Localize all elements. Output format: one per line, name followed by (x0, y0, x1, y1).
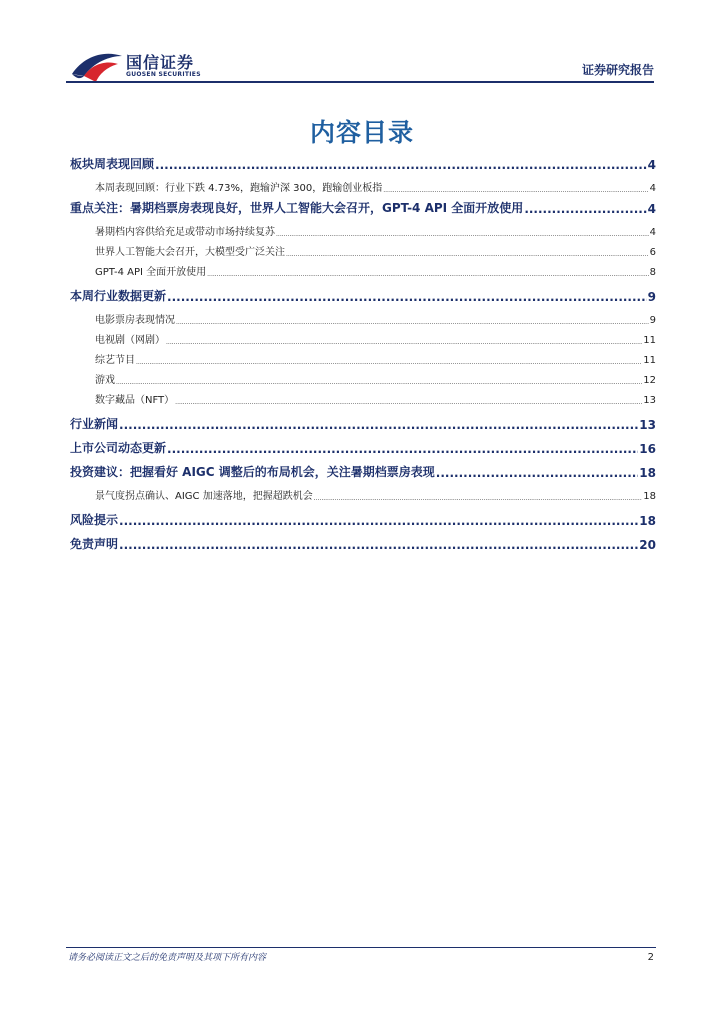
toc-entry-page: 12 (643, 375, 656, 386)
toc-entry-page: 13 (643, 395, 656, 406)
toc-entry-level2[interactable] (70, 330, 656, 346)
toc-entry-title: 电视剧（网剧） (95, 335, 165, 346)
toc-dot-leader (167, 290, 647, 304)
toc-entry-level1[interactable] (70, 414, 656, 432)
toc-dot-leader (524, 202, 646, 216)
guosen-logo (70, 50, 220, 90)
toc-dot-leader (167, 442, 638, 456)
toc-entry-title: 本周表现回顾：行业下跌 4.73%，跑输沪深 300，跑输创业板指 (95, 183, 383, 194)
guosen-logo-icon (70, 50, 124, 84)
toc-entry-title: 上市公司动态更新 (70, 441, 167, 455)
toc-entry-level1[interactable] (70, 438, 656, 456)
toc-dot-leader (436, 466, 639, 480)
page-title: 内容目录 (309, 118, 414, 147)
toc-entry-page: 18 (643, 491, 656, 502)
toc-entry-level2[interactable] (70, 370, 656, 386)
toc-dot-leader (286, 251, 649, 258)
toc-entry-level1[interactable] (70, 154, 656, 172)
header-divider (66, 81, 654, 83)
toc-entry-title: GPT-4 API 全面开放使用 (95, 267, 207, 278)
toc-entry-page: 11 (643, 335, 656, 346)
toc-entry-level2[interactable] (70, 178, 656, 194)
toc-dot-leader (166, 339, 642, 346)
toc-dot-leader (276, 231, 649, 238)
toc-entry-level2[interactable] (70, 310, 656, 326)
toc-entry-title: 板块周表现回顾 (70, 157, 155, 171)
toc-entry-page: 9 (649, 315, 656, 326)
toc-dot-leader (314, 495, 643, 502)
toc-entry-title: 世界人工智能大会召开，大模型受广泛关注 (95, 247, 285, 258)
toc-dot-leader (119, 538, 638, 552)
toc-entry-level2[interactable] (70, 222, 656, 238)
toc-entry-title: 景气度拐点确认、AIGC 加速落地，把握超跌机会 (95, 491, 313, 502)
toc-entry-level1[interactable] (70, 198, 656, 216)
toc-entry-level2[interactable] (70, 262, 656, 278)
report-type-label: 证券研究报告 (581, 63, 654, 77)
toc-entry-page: 13 (639, 418, 656, 432)
toc-entry-level1[interactable] (70, 534, 656, 552)
toc-entry-title: 风险提示 (70, 513, 119, 527)
toc-entry-page: 18 (639, 466, 656, 480)
toc-entry-page: 18 (639, 514, 656, 528)
toc-entry-title: 投资建议：把握看好 AIGC 调整后的布局机会，关注暑期档票房表现 (70, 465, 435, 479)
toc-entry-page: 4 (649, 227, 656, 238)
footer-disclaimer-note: 请务必阅读正文之后的免责声明及其项下所有内容 (68, 953, 267, 963)
toc-entry-page: 4 (649, 183, 656, 194)
toc-entry-page: 20 (639, 538, 656, 552)
toc-entry-title: 综艺节目 (95, 355, 135, 366)
toc-entry-page: 16 (639, 442, 656, 456)
footer-divider (66, 947, 656, 948)
toc-entry-page: 9 (647, 290, 656, 304)
toc-dot-leader (207, 271, 649, 278)
toc-entry-page: 11 (643, 355, 656, 366)
toc-entry-title: 免责声明 (70, 537, 119, 551)
toc-entry-title: 电影票房表现情况 (95, 315, 175, 326)
toc-entry-level2[interactable] (70, 486, 656, 502)
toc-entry-title: 暑期档内容供给充足或带动市场持续复苏 (95, 227, 275, 238)
logo-english-name: GUOSEN SECURITIES (126, 71, 201, 78)
page-header (0, 0, 724, 90)
toc-entry-title: 重点关注：暑期档票房表现良好，世界人工智能大会召开，GPT-4 API 全面开放使用 (70, 201, 524, 215)
toc-entry-page: 4 (647, 202, 656, 216)
toc-entry-page: 6 (649, 247, 656, 258)
toc-entry-level2[interactable] (70, 350, 656, 366)
toc-entry-level1[interactable] (70, 462, 656, 480)
toc-dot-leader (175, 399, 642, 406)
toc-dot-leader (136, 359, 642, 366)
logo-chinese-name: 国信证券 (126, 53, 195, 72)
toc-dot-leader (119, 514, 638, 528)
toc-entry-level1[interactable] (70, 286, 656, 304)
toc-dot-leader (119, 418, 638, 432)
toc-entry-page: 4 (647, 158, 656, 172)
toc-entry-title: 游戏 (95, 375, 115, 386)
toc-entry-title: 行业新闻 (70, 417, 119, 431)
toc-entry-level1[interactable] (70, 510, 656, 528)
toc-entry-title: 本周行业数据更新 (70, 289, 167, 303)
toc-dot-leader (176, 319, 649, 326)
toc-entry-page: 8 (649, 267, 656, 278)
toc-entry-title: 数字藏品（NFT） (95, 395, 175, 406)
toc-dot-leader (155, 158, 647, 172)
toc-entry-level2[interactable] (70, 390, 656, 406)
page-number: 2 (647, 952, 654, 963)
toc-dot-leader (116, 379, 642, 386)
toc-entry-level2[interactable] (70, 242, 656, 258)
toc-dot-leader (383, 187, 648, 194)
